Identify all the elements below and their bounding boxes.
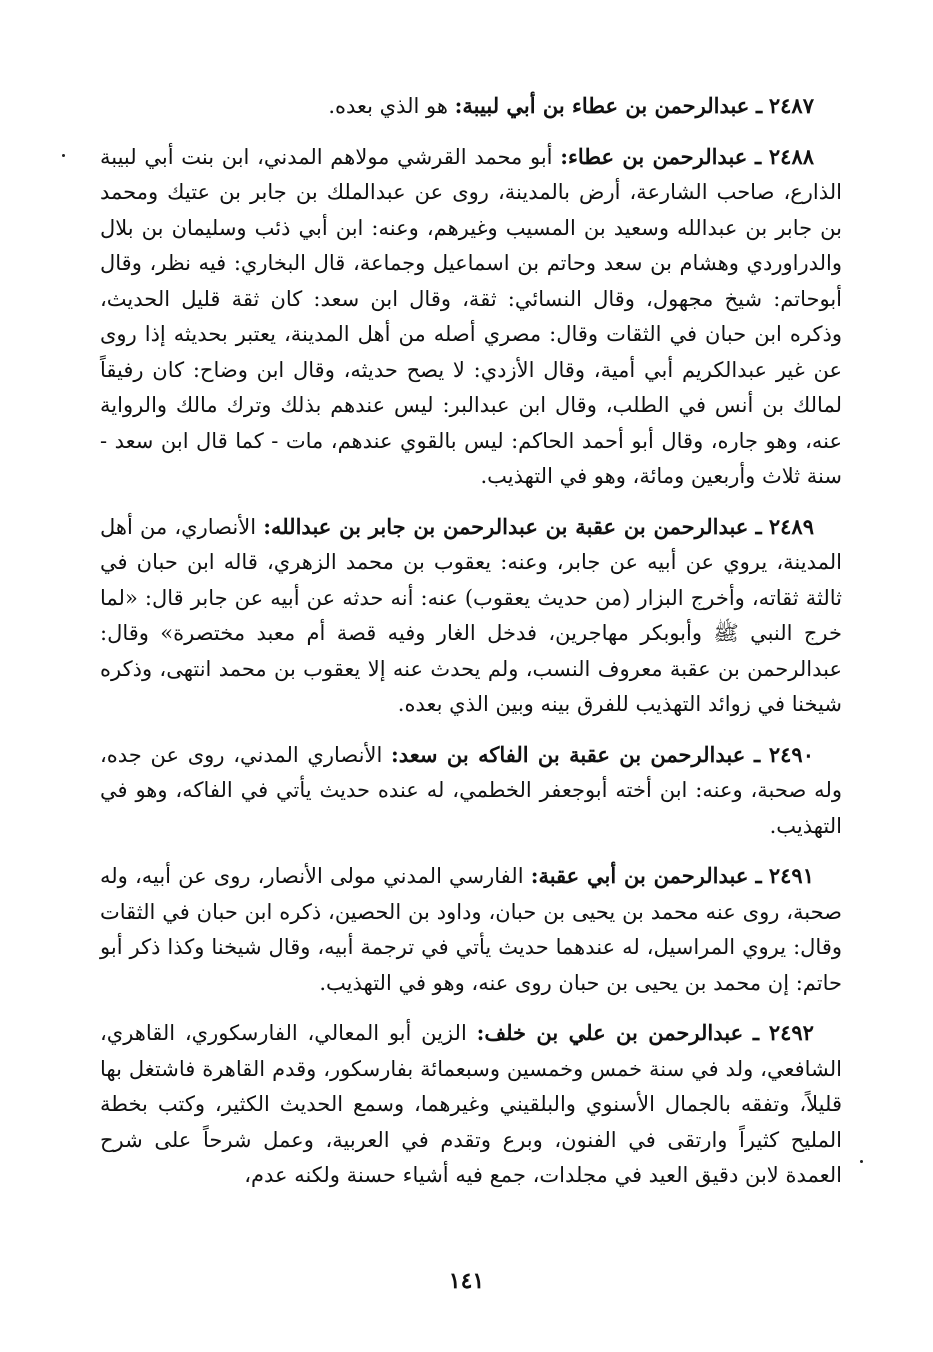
entry-name: عبدالرحمن بن أبي عقبة:	[530, 863, 749, 888]
entry-text: هو الذي بعده.	[328, 94, 448, 118]
entry-number: ٢٤٨٨	[768, 143, 815, 169]
entry-text: الزين أبو المعالي، الفارسكوري، القاهري، الشافعي، ولد في سنة خمس وخمسين وسبعمائة بفارسكور، وقدم القاهرة فاشتغل بها قليلاً، وتفقه بالجمال الأسنوي والبلقيني وغيرهما، وسمع الحديث الكثير، وكتب بخطة المليح كثيراً وارتقى في الفنون، وبرع وتقدم في العربية، وعمل شرحاً على شرح العمدة لابن دقيق العيد في مجلدات، جمع فيه أشياء حسنة ولكنه عدم،	[100, 1021, 842, 1187]
entry-2491	[100, 858, 842, 1001]
entry-text: الأنصاري المدني، روى عن جده، وله صحبة، وعنه: ابن أخته أبوجعفر الخطمي، له عنده حديث يأتي في الفاكه، وهو في التهذيب.	[100, 742, 842, 838]
scan-speck	[62, 154, 65, 157]
entry-number: ٢٤٩١	[768, 863, 814, 888]
entry-number: ٢٤٨٩	[768, 513, 814, 539]
entry-dash: ـ	[755, 513, 762, 539]
entry-2488	[100, 139, 842, 495]
entry-name: عبدالرحمن بن عطاء بن أبي لبيبة:	[454, 93, 750, 118]
entry-number: ٢٤٩٢	[768, 1020, 814, 1045]
scan-speck	[860, 1160, 863, 1163]
entry-name: عبدالرحمن بن علي بن خلف:	[476, 1020, 744, 1045]
entry-number: ٢٤٨٧	[768, 93, 814, 118]
entry-text: أبو محمد القرشي مولاهم المدني، ابن بنت أبي لبيبة الذارع، صاحب الشارعة، أرض بالمدينة، روى عن عبدالملك بن جابر بن عتيك ومحمد بن جابر بن عبدالله وسعيد بن المسيب وغيرهم، وعنه: ابن أبي ذئب وسليمان بن بلال والدراوردي وهشام بن سعد وحاتم بن اسماعيل وجماعة، قال البخاري: فيه نظر، وقال أبوحاتم: شيخ مجهول، وقال النسائي: ثقة، وقال ابن سعد: كان ثقة قليل الحديث، وذكره ابن حبان في الثقات وقال: مصري أصله من أهل المدينة، يعتبر بحديثه إذا روى عن غير عبدالكريم أبي أمية، وقال الأزدي: لا يصح حديثه، وقال ابن وضاح: كان رفيقاً لمالك بن أنس في الطلب، وقال ابن عبدالبر: ليس عندهم بذلك وترك مالك والرواية عنه، وهو جاره، وقال أبو أحمد الحاكم: ليس بالقوي عندهم، مات - كما قال ابن سعد - سنة ثلاث وأربعين ومائة، وهو في التهذيب.	[100, 144, 842, 488]
page-body	[100, 88, 842, 1194]
entry-dash: ـ	[752, 1020, 760, 1045]
entry-text: الفارسي المدني مولى الأنصار، روى عن أبيه، وله صحبة، روى عنه محمد بن يحيى بن حبان، وداود بن الحصين، ذكره ابن حبان في الثقات وقال: يروي المراسيل، له عندهما حديث يأتي في ترجمة أبيه، وقال شيخنا وكذا ذكر أبو حاتم: إن محمد بن يحيى بن حبان روى عنه، وهو في التهذيب.	[100, 864, 842, 995]
entry-text: الأنصاري، من أهل المدينة، يروي عن أبيه عن جابر، وعنه: يعقوب بن محمد الزهري، قاله ابن حبان في ثالثة ثقاته، وأخرج البزار (من حديث يعقوب) عنه: أنه حدثه عن أبيه عن جابر قال: «لما خرج النبي ﷺ وأبوبكر مهاجرين، فدخل الغار وفيه قصة أم معبد مختصرة» وقال: عبدالرحمن بن عقبة معروف النسب، ولم يحدث عنه إلا يعقوب بن محمد انتهى، وذكره شيخنا في زوائد التهذيب للفرق بينه وبين الذي بعده.	[100, 514, 842, 716]
entry-2492	[100, 1015, 842, 1194]
entry-dash: ـ	[755, 143, 762, 169]
entry-dash: ـ	[756, 93, 763, 118]
entry-number: ٢٤٩٠	[768, 741, 814, 767]
entry-2489	[100, 509, 842, 723]
entry-2487	[100, 88, 842, 125]
entry-name: عبدالرحمن بن عقبة بن عبدالرحمن بن جابر بن عبدالله:	[263, 513, 749, 539]
entry-dash: ـ	[753, 741, 761, 767]
entry-2490	[100, 737, 842, 845]
page-number: ١٤١	[448, 1268, 485, 1294]
entry-dash: ـ	[755, 863, 762, 888]
entry-name: عبدالرحمن بن عطاء:	[560, 143, 748, 169]
entry-name: عبدالرحمن بن عقبة بن الفاكه بن سعد:	[391, 741, 746, 767]
